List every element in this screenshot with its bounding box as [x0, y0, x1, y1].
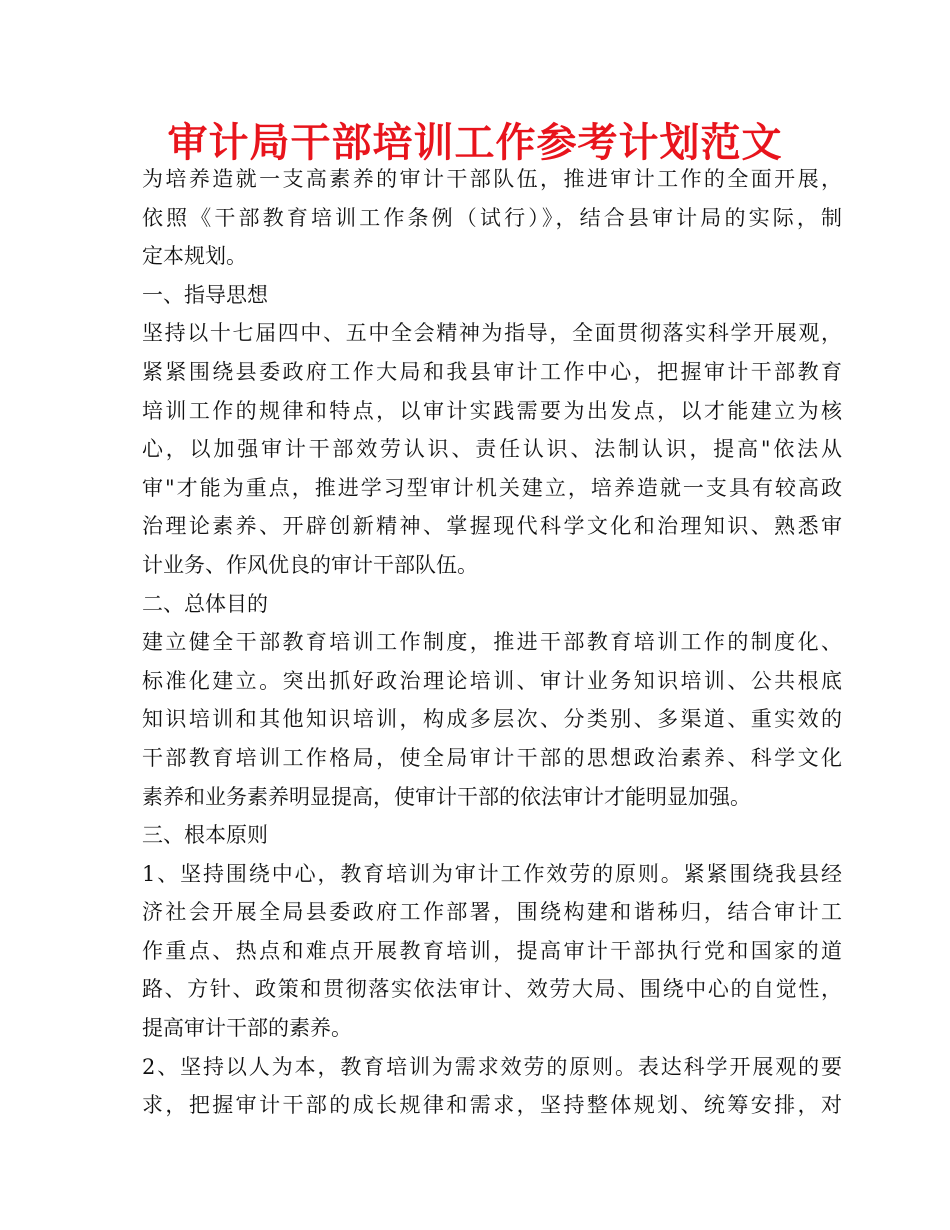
body-line: 依照《干部教育培训工作条例（试行）》，结合县审计局的实际，制	[142, 205, 842, 230]
body-line: 提高审计干部的素养。	[142, 1016, 352, 1041]
body-line: 作重点、热点和难点开展教育培训，提高审计干部执行党和国家的道	[142, 938, 842, 963]
body-line: 干部教育培训工作格局，使全局审计干部的思想政治素养、科学文化	[142, 745, 842, 770]
body-line: 2、坚持以人为本，教育培训为需求效劳的原则。表达科学开展观的要	[142, 1054, 842, 1079]
body-line: 定本规划。	[142, 244, 247, 269]
body-line: 标准化建立。突出抓好政治理论培训、审计业务知识培训、公共根底	[142, 668, 842, 693]
body-line: 二、总体目的	[142, 591, 268, 616]
body-line: 培训工作的规律和特点，以审计实践需要为出发点，以才能建立为核	[142, 398, 842, 423]
body-line: 求，把握审计干部的成长规律和需求，坚持整体规划、统筹安排，对	[142, 1093, 842, 1118]
body-line: 计业务、作风优良的审计干部队伍。	[142, 552, 478, 577]
body-line: 为培养造就一支高素养的审计干部队伍，推进审计工作的全面开展，	[142, 167, 842, 191]
body-line: 紧紧围绕县委政府工作大局和我县审计工作中心，把握审计干部教育	[142, 359, 842, 384]
body-line: 坚持以十七届四中、五中全会精神为指导，全面贯彻落实科学开展观，	[142, 321, 842, 346]
body-line: 知识培训和其他知识培训，构成多层次、分类别、多渠道、重实效的	[142, 707, 842, 732]
document-title: 审计局干部培训工作参考计划范文	[167, 120, 783, 166]
body-line: 建立健全干部教育培训工作制度，推进干部教育培训工作的制度化、	[142, 630, 842, 655]
body-line: 一、指导思想	[142, 282, 268, 307]
body-line: 心，以加强审计干部效劳认识、责任认识、法制认识，提高"依法从	[142, 437, 842, 462]
document-body	[142, 160, 842, 1125]
body-line: 治理论素养、开辟创新精神、掌握现代科学文化和治理知识、熟悉审	[142, 514, 842, 539]
body-line: 1、坚持围绕中心，教育培训为审计工作效劳的原则。紧紧围绕我县经	[142, 861, 842, 886]
body-line: 三、根本原则	[142, 823, 268, 848]
body-line: 路、方针、政策和贯彻落实依法审计、效劳大局、围绕中心的自觉性，	[142, 977, 842, 1002]
body-line: 素养和业务素养明显提高，使审计干部的依法审计才能明显加强。	[142, 784, 751, 809]
body-line: 审"才能为重点，推进学习型审计机关建立，培养造就一支具有较高政	[142, 475, 842, 500]
body-line: 济社会开展全局县委政府工作部署，围绕构建和谐秭归，结合审计工	[142, 900, 842, 925]
